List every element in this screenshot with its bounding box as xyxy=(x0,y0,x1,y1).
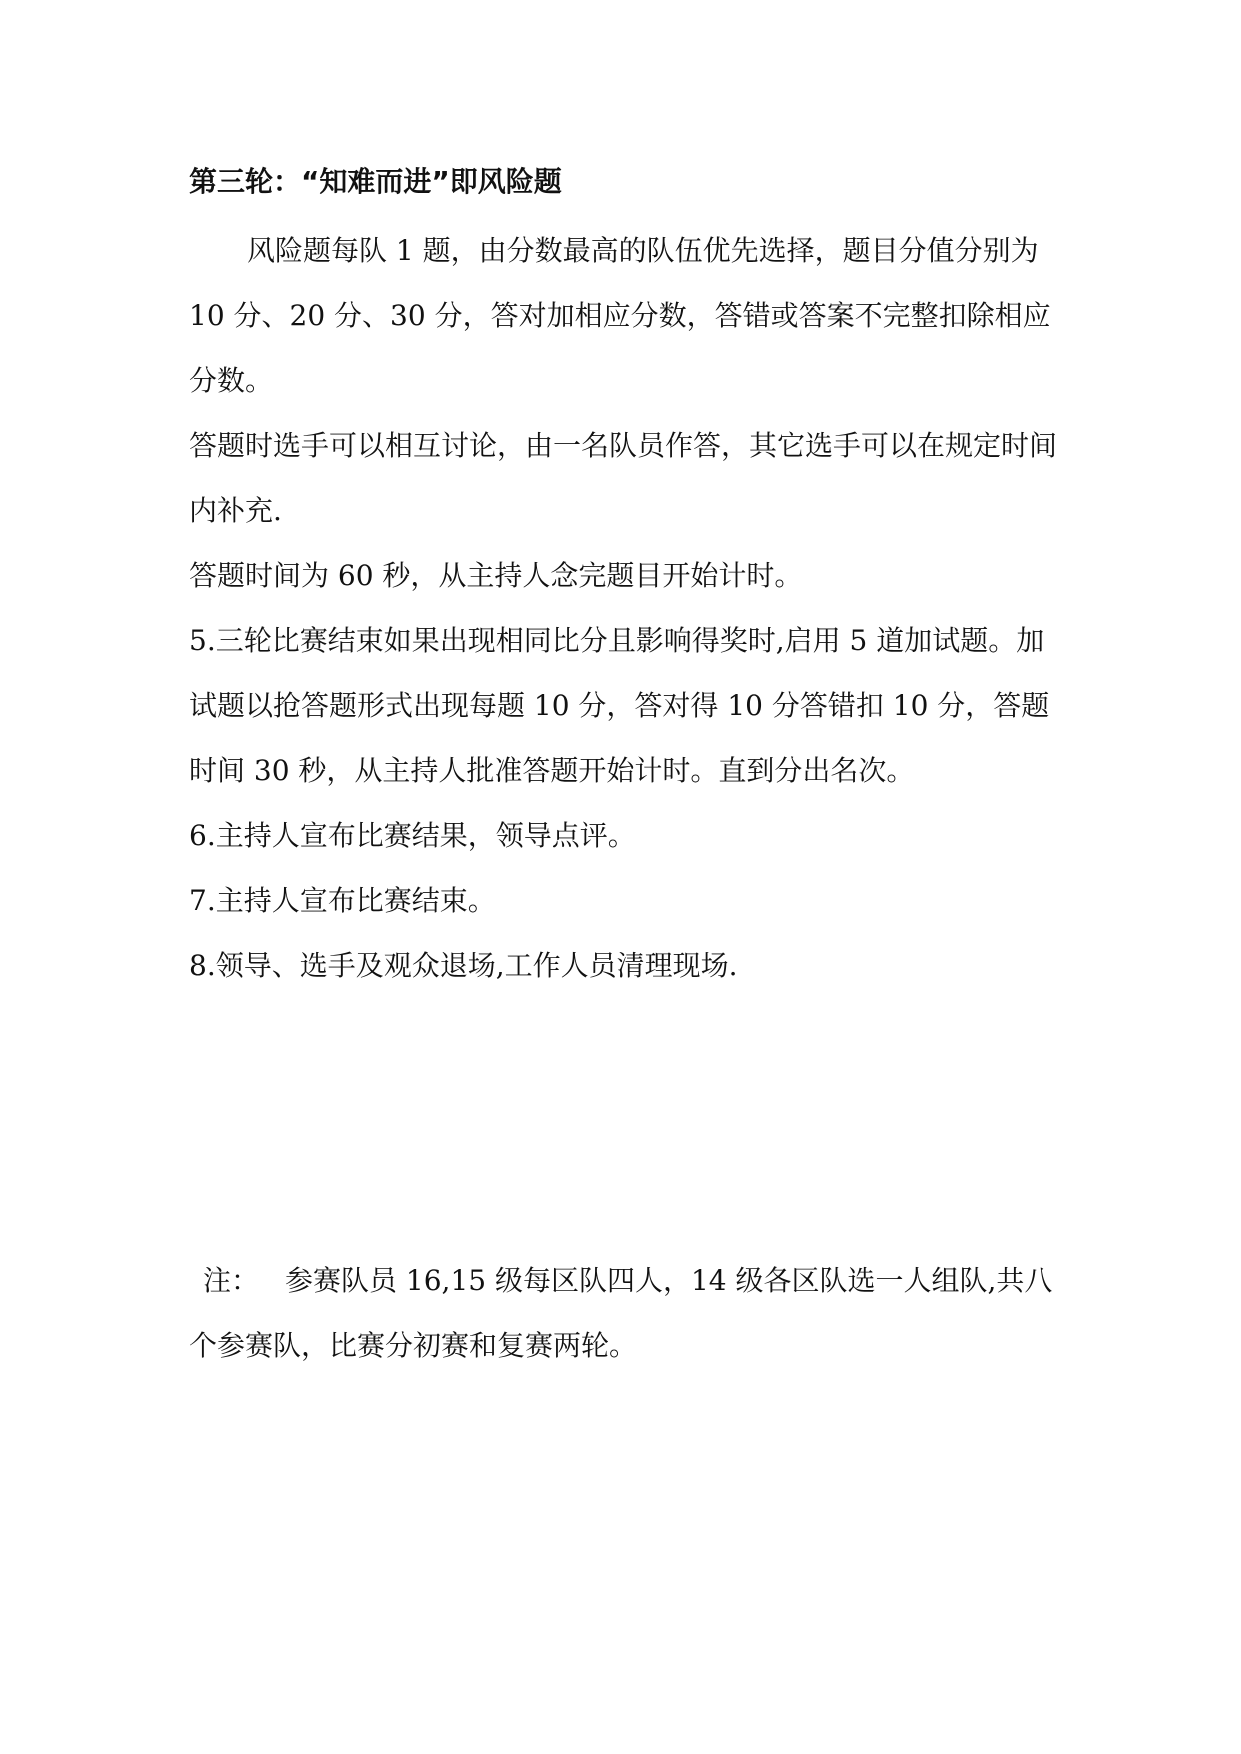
document-body xyxy=(189,162,1069,1378)
paragraph-time-limit: 答题时间为 60 秒，从主持人念完题目开始计时。 xyxy=(189,559,803,592)
paragraph-tiebreak: 5.三轮比赛结束如果出现相同比分且影响得奖时,启用 5 道加试题。加试题以抢答题形式出现每题 10 分，答对得 10 分答错扣 10 分，答题时间 30 秒，从主持人批准答题开始计时。直到分出名次。 xyxy=(189,624,1050,787)
note-text: 参赛队员 16,15 级每区队四人，14 级各区队选一人组队,共八个参赛队，比赛分初赛和复赛两轮。 xyxy=(189,1264,1053,1362)
note xyxy=(189,1248,1069,1378)
paragraph-results: 6.主持人宣布比赛结果，领导点评。 xyxy=(189,819,636,852)
paragraph-discussion: 答题时选手可以相互讨论，由一名队员作答，其它选手可以在规定时间内补充. xyxy=(189,429,1058,527)
spacer xyxy=(189,998,1069,1248)
paragraph-end: 7.主持人宣布比赛结束。 xyxy=(189,884,496,917)
paragraph-risk-rules: 风险题每队 1 题，由分数最高的队伍优先选择，题目分值分别为 10 分、20 分、30 分，答对加相应分数，答错或答案不完整扣除相应分数。 xyxy=(189,234,1051,397)
note-label: 注： xyxy=(203,1264,260,1297)
paragraph-exit: 8.领导、选手及观众退场,工作人员清理现场. xyxy=(189,949,738,982)
section-heading: 第三轮：“知难而进”即风险题 xyxy=(189,165,562,198)
